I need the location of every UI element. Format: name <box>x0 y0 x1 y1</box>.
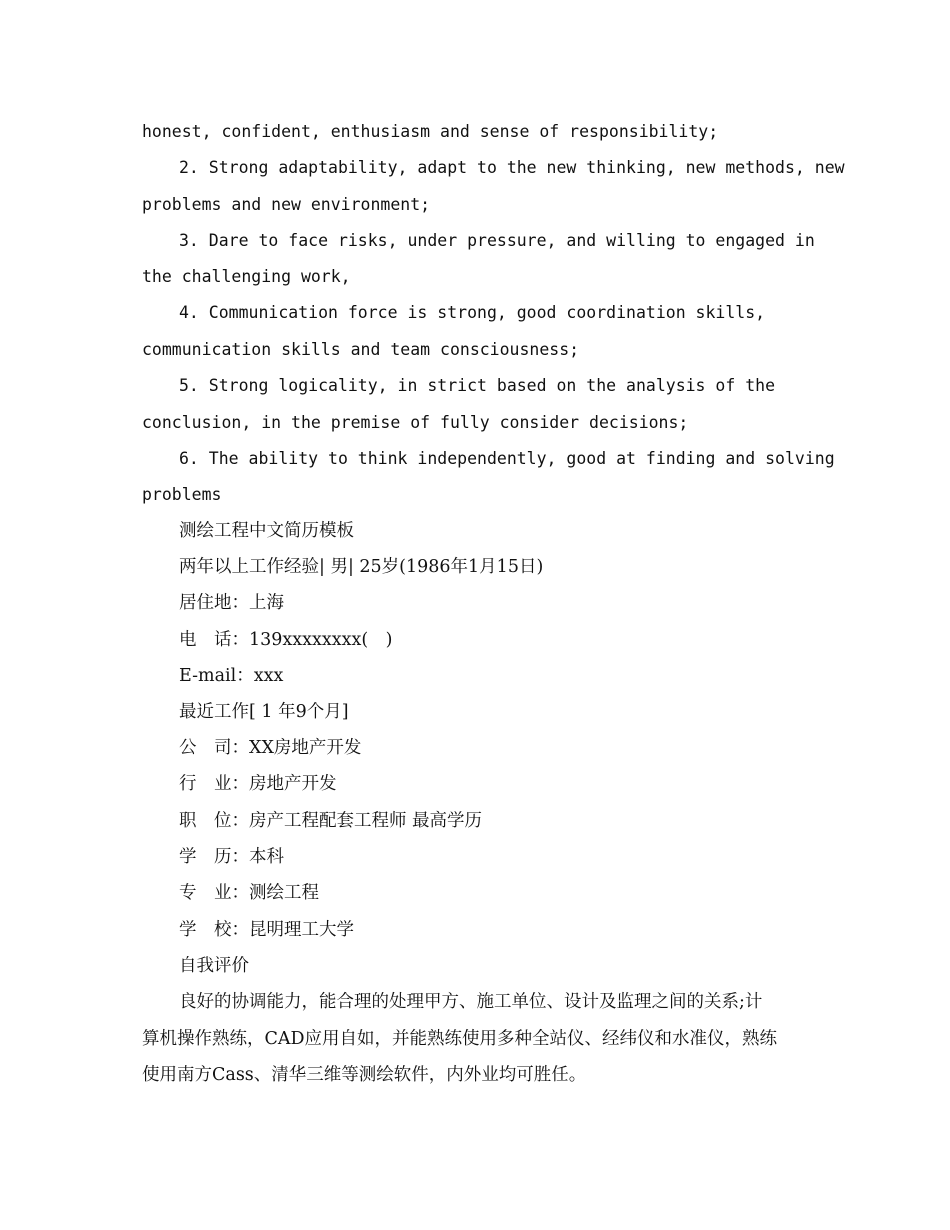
email-field: E-mail：xxx <box>179 666 284 686</box>
list-item-6-continuation: problems <box>142 485 222 504</box>
self-evaluation-line-3: 使用南方Cass、清华三维等测绘软件，内外业均可胜任。 <box>142 1065 587 1085</box>
residence-field: 居住地：上海 <box>179 593 284 613</box>
list-item-5-continuation: conclusion, in the premise of fully consider decisions; <box>142 413 689 432</box>
list-item-3-continuation: the challenging work, <box>142 267 351 286</box>
industry-field: 行 业：房地产开发 <box>179 774 337 794</box>
list-item-4: 4. Communication force is strong, good coordination skills, <box>179 303 766 322</box>
list-item-5: 5. Strong logicality, in strict based on the analysis of the <box>179 376 776 395</box>
phone-field: 电 话：139xxxxxxxx( ) <box>179 630 393 650</box>
position-field: 职 位：房产工程配套工程师 最高学历 <box>179 811 483 831</box>
list-item-6: 6. The ability to think independently, good at finding and solving <box>179 449 835 468</box>
resume-title: 测绘工程中文简历模板 <box>179 521 354 541</box>
text-line: honest, confident, enthusiasm and sense of responsibility; <box>142 122 719 141</box>
self-evaluation-heading: 自我评价 <box>179 956 249 976</box>
company-field: 公 司：XX房地产开发 <box>179 738 362 758</box>
self-evaluation-line-2: 算机操作熟练，CAD应用自如，并能熟练使用多种全站仪、经纬仪和水准仪，熟练 <box>142 1029 778 1049</box>
list-item-2: 2. Strong adaptability, adapt to the new thinking, new methods, new <box>179 158 845 177</box>
school-field: 学 校：昆明理工大学 <box>179 920 354 940</box>
education-field: 学 历：本科 <box>179 847 284 867</box>
major-field: 专 业：测绘工程 <box>179 883 319 903</box>
recent-work-field: 最近工作[ 1 年9个月] <box>179 702 349 722</box>
list-item-3: 3. Dare to face risks, under pressure, and willing to engaged in <box>179 231 815 250</box>
list-item-2-continuation: problems and new environment; <box>142 195 431 214</box>
resume-summary: 两年以上工作经验| 男| 25岁(1986年1月15日) <box>179 557 544 577</box>
list-item-4-continuation: communication skills and team consciousness; <box>142 340 580 359</box>
self-evaluation-line-1: 良好的协调能力，能合理的处理甲方、施工单位、设计及监理之间的关系;计 <box>179 992 763 1012</box>
